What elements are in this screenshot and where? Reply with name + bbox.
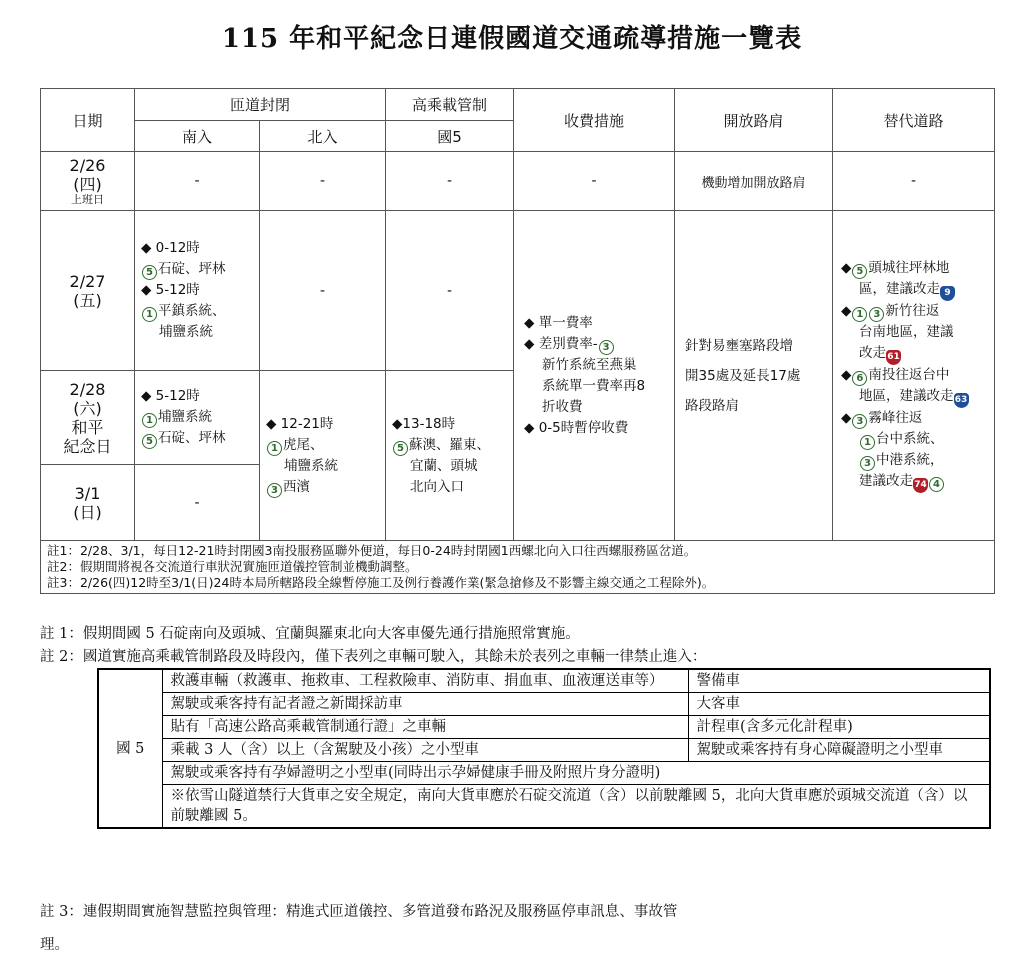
footnote-2: 註 2：國道實施高乘載管制路段及時段內，僅下表列之車輛可駛入，其餘未於表列之車輛一律禁止進入： xyxy=(40,649,707,665)
vehicle-cell: 大客車 xyxy=(688,693,990,716)
alt-route-cell: ◆ 5 頭城往坪林地 區，建議改走 9 ◆ 1 3 新竹往返 台南地區，建議 改走61 ◆ 6 南投往返台中 地區，建議改走63 ◆ 3 霧峰往返 1 台中系統、 3 中港系統， 建議改走74 4 xyxy=(833,211,995,541)
vehicle-table-label: 國 5 xyxy=(98,669,162,828)
dash-cell: - xyxy=(260,211,386,371)
national-highway-icon: 6 xyxy=(852,371,867,386)
national-highway-icon: 1 xyxy=(142,413,157,428)
national-highway-icon: 1 xyxy=(267,441,282,456)
toll-cell: ◆ 單一費率 ◆ 差別費率- 3 新竹系統至燕巢 系統單一費率再8 折收費 ◆ 0-5時暫停收費 xyxy=(514,211,675,541)
header-hov: 高乘載管制 xyxy=(386,89,514,121)
dash-cell: - xyxy=(386,211,514,371)
provincial-highway-shield-icon: 9 xyxy=(940,286,955,301)
national-highway-icon: 3 xyxy=(599,340,614,355)
south-closure-cell: ◆ 0-12時 5 石碇、坪林 ◆ 5-12時 1 平鎮系統、 埔鹽系統 xyxy=(135,211,260,371)
dash-cell: - xyxy=(514,152,675,211)
national-highway-icon: 1 xyxy=(142,307,157,322)
table-row xyxy=(41,152,995,211)
national-highway-icon: 3 xyxy=(869,307,884,322)
expressway-shield-icon: 74 xyxy=(913,478,928,493)
header-date: 日期 xyxy=(41,89,135,152)
shoulder-cell: 針對易壅塞路段增 開35處及延長17處 路段路肩 xyxy=(675,211,833,541)
national-highway-icon: 4 xyxy=(929,477,944,492)
vehicle-cell: 貼有「高速公路高乘載管制通行證」之車輛 xyxy=(162,716,688,739)
date-cell: 2/28 (六) 和平 紀念日 xyxy=(41,371,135,465)
header-hov-road: 國5 xyxy=(386,121,514,152)
dash-cell: - xyxy=(135,465,260,541)
vehicle-cell: 警備車 xyxy=(688,669,990,693)
south-closure-cell: ◆ 5-12時 1 埔鹽系統 5 石碇、坪林 xyxy=(135,371,260,465)
header-ramp-closure: 匝道封閉 xyxy=(135,89,386,121)
national-highway-icon: 3 xyxy=(860,456,875,471)
table-notes xyxy=(41,541,995,594)
national-highway-icon: 5 xyxy=(852,264,867,279)
note-1: 註1：2/28、3/1，每日12-21時封閉國3南投服務區聯外便道，每日0-24時封閉國1西螺北向入口往西螺服務區岔道。 xyxy=(47,543,697,558)
dash-cell: - xyxy=(260,152,386,211)
table-row xyxy=(41,211,995,371)
vehicle-cell: ※依雪山隧道禁行大貨車之安全規定，南向大貨車應於石碇交流道（含）以前駛離國 5，北向大貨車應於頭城交流道（含）以前駛離國 5。 xyxy=(162,785,990,829)
date-cell: 2/27 (五) xyxy=(41,211,135,371)
vehicle-cell: 計程車(含多元化計程車) xyxy=(688,716,990,739)
national-highway-icon: 5 xyxy=(142,434,157,449)
date-cell: 3/1 (日) xyxy=(41,465,135,541)
note-2: 註2：假期間將視各交流道行車狀況實施匝道儀控管制並機動調整。 xyxy=(47,559,418,574)
national-highway-icon: 3 xyxy=(267,483,282,498)
note-3: 註3：2/26(四)12時至3/1(日)24時本局所轄路段全線暫停施工及例行養護作業(緊急搶修及不影響主線交通之工程除外)。 xyxy=(47,575,715,590)
header-shoulder: 開放路肩 xyxy=(675,89,833,152)
hov-cell: ◆13-18時 5 蘇澳、羅東、 宜蘭、頭城 北向入口 xyxy=(386,371,514,541)
footnote-3: 註 3：連假期間實施智慧監控與管理：精進式匝道儀控、多管道發布路況及服務區停車訊息、事故管 xyxy=(40,904,678,920)
dash-cell: - xyxy=(833,152,995,211)
national-highway-icon: 1 xyxy=(860,435,875,450)
national-highway-icon: 5 xyxy=(142,265,157,280)
footnote-1: 註 1：假期間國 5 石碇南向及頭城、宜蘭與羅東北向大客車優先通行措施照常實施。 xyxy=(40,626,580,642)
header-north: 北入 xyxy=(260,121,386,152)
vehicle-cell: 駕駛或乘客持有身心障礙證明之小型車 xyxy=(688,739,990,762)
header-south: 南入 xyxy=(135,121,260,152)
date-cell: 2/26 (四) 上班日 xyxy=(41,152,135,211)
footnote-3-cont: 理。 xyxy=(40,937,69,953)
header-toll: 收費措施 xyxy=(514,89,675,152)
north-closure-cell: ◆ 12-21時 1 虎尾、 埔鹽系統 3 西濱 xyxy=(260,371,386,541)
traffic-measures-table xyxy=(40,88,995,594)
national-highway-icon: 1 xyxy=(852,307,867,322)
national-highway-icon: 3 xyxy=(852,414,867,429)
provincial-highway-shield-icon: 63 xyxy=(954,393,969,408)
vehicle-table xyxy=(97,668,991,829)
dash-cell: - xyxy=(135,152,260,211)
vehicle-cell: 駕駛或乘客持有記者證之新聞採訪車 xyxy=(162,693,688,716)
shoulder-cell: 機動增加開放路肩 xyxy=(675,152,833,211)
expressway-shield-icon: 61 xyxy=(886,350,901,365)
dash-cell: - xyxy=(386,152,514,211)
page-title: 115 年和平紀念日連假國道交通疏導措施一覽表 xyxy=(221,24,803,54)
vehicle-cell: 乘載 3 人（含）以上（含駕駛及小孩）之小型車 xyxy=(162,739,688,762)
national-highway-icon: 5 xyxy=(393,441,408,456)
vehicle-cell: 駕駛或乘客持有孕婦證明之小型車(同時出示孕婦健康手冊及附照片身分證明) xyxy=(162,762,990,785)
header-alt-route: 替代道路 xyxy=(833,89,995,152)
vehicle-cell: 救護車輛（救護車、拖救車、工程救險車、消防車、捐血車、血液運送車等） xyxy=(162,669,688,693)
